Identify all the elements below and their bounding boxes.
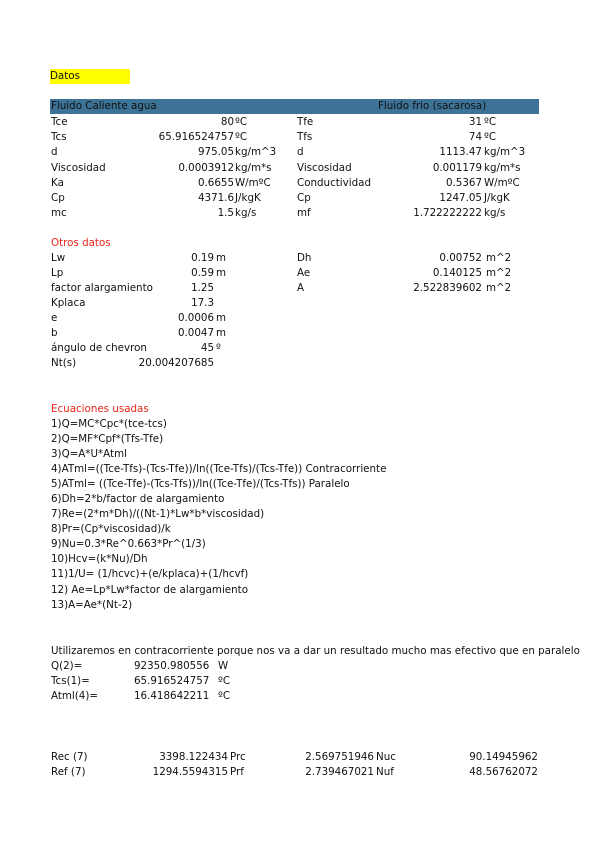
pr-value: 2.739467021 [305,766,374,778]
row-unit: m^2 [486,267,512,279]
row-label: Tcs [51,131,67,143]
row-label: mf [297,207,311,219]
row-unit: ºC [484,116,497,128]
row-label: Tce [51,116,68,128]
row-unit: kg/m^3 [484,146,526,158]
row-label: d [297,146,304,158]
nu-label: Nuf [376,766,394,778]
row-value: 0.0003912 [178,162,234,174]
otros-datos-heading: Otros datos [51,237,111,249]
re-value: 3398.122434 [159,751,228,763]
result-value: 65.916524757 [134,675,210,687]
equation-line: 11)1/U= (1/hcvc)+(e/kplaca)+(1/hcvf) [51,568,249,580]
row-label: Nt(s) [51,357,77,369]
row-label: Ka [51,177,64,189]
row-label: b [51,327,58,339]
row-label: Viscosidad [51,162,106,174]
equation-line: 12) Ae=Lp*Lw*factor de alargamiento [51,584,248,596]
row-unit: m^2 [486,282,512,294]
re-value: 1294.5594315 [152,766,228,778]
row-unit: m [216,252,227,264]
equation-line: 6)Dh=2*b/factor de alargamiento [51,493,225,505]
nu-value: 90.14945962 [469,751,538,763]
row-value: 975.05 [197,146,234,158]
row-label: Cp [297,192,311,204]
row-value: 1.722222222 [413,207,482,219]
row-value: 1.5 [217,207,234,219]
equation-line: 9)Nu=0.3*Re^0.663*Pr^(1/3) [51,538,206,550]
row-value: 31 [468,116,482,128]
row-value: 0.59 [191,267,214,279]
row-unit: ºC [235,131,248,143]
row-value: 0.19 [191,252,214,264]
pr-value: 2.569751946 [305,751,374,763]
row-label: Rec (7) [51,751,88,763]
nu-value: 48.56762072 [469,766,538,778]
row-value: 0.0047 [177,327,214,339]
result-value: 16.418642211 [134,690,210,702]
row-value: 20.004207685 [138,357,214,369]
row-value: 17.3 [191,297,214,309]
equation-line: 7)Re=(2*m*Dh)/((Nt-1)*Lw*b*viscosidad) [51,508,265,520]
row-value: 80 [220,116,234,128]
row-unit: kg/s [235,207,257,219]
row-unit: W/mºC [484,177,520,189]
row-unit: kg/s [484,207,506,219]
row-unit: W/mºC [235,177,271,189]
row-unit: m [216,267,227,279]
row-unit: ºC [484,131,497,143]
row-value: 45 [200,342,214,354]
row-label: Conductividad [297,177,371,189]
result-label: Atml(4)= [51,690,99,702]
row-value: 0.00752 [439,252,482,264]
row-label: factor alargamiento [51,282,153,294]
row-unit: º [216,342,221,354]
row-label: Cp [51,192,65,204]
row-unit: m [216,327,227,339]
row-label: d [51,146,58,158]
row-label: Kplaca [51,297,86,309]
row-label: A [297,282,305,294]
conclusion-text: Utilizaremos en contracorriente porque nos va a dar un resultado mucho mas efectivo que en paralelo [51,645,580,657]
row-unit: m [216,312,227,324]
row-value: 74 [468,131,482,143]
row-label: Tfe [297,116,314,128]
row-unit: J/kgK [235,192,261,204]
row-value: 65.916524757 [158,131,234,143]
row-unit: kg/m^3 [235,146,277,158]
pr-label: Prc [230,751,246,763]
row-unit: kg/m*s [484,162,521,174]
row-value: 0.001179 [432,162,482,174]
fluid-header-band [50,99,539,114]
equation-line: 10)Hcv=(k*Nu)/Dh [51,553,148,565]
row-value: 0.0006 [177,312,214,324]
row-label: mc [51,207,67,219]
result-unit: ºC [218,690,231,702]
equation-line: 8)Pr=(Cp*viscosidad)/k [51,523,171,535]
row-unit: kg/m*s [235,162,272,174]
row-label: Ae [297,267,311,279]
row-label: ángulo de chevron [51,342,147,354]
hot-fluid-header: Fluido Caliente agua [51,100,157,112]
equation-line: 13)A=Ae*(Nt-2) [51,599,133,611]
row-value: 0.140125 [432,267,482,279]
result-unit: W [218,660,229,672]
equation-line: 2)Q=MF*Cpf*(Tfs-Tfe) [51,433,164,445]
row-label: Ref (7) [51,766,86,778]
row-value: 0.6655 [197,177,234,189]
result-value: 92350.980556 [134,660,210,672]
ecuaciones-heading: Ecuaciones usadas [51,403,149,415]
nu-label: Nuc [376,751,396,763]
row-label: e [51,312,58,324]
row-value: 1113.47 [439,146,482,158]
equation-line: 3)Q=A*U*Atml [51,448,127,460]
datos-heading: Datos [50,69,130,84]
cold-fluid-header: Fluido frio (sacarosa) [378,100,487,112]
row-value: 1.25 [191,282,214,294]
equation-line: 4)ATml=((Tce-Tfs)-(Tcs-Tfe))/ln((Tce-Tfs)/(Tcs-Tfe)) Contracorriente [51,463,387,475]
pr-label: Prf [230,766,244,778]
result-label: Q(2)= [51,660,83,672]
equation-line: 5)ATml= ((Tce-Tfe)-(Tcs-Tfs))/ln((Tce-Tfe)/(Tcs-Tfs)) Paralelo [51,478,350,490]
row-label: Dh [297,252,312,264]
row-unit: ºC [235,116,248,128]
row-value: 1247.05 [439,192,482,204]
row-label: Viscosidad [297,162,352,174]
row-label: Lp [51,267,64,279]
row-label: Lw [51,252,66,264]
row-label: Tfs [297,131,313,143]
result-unit: ºC [218,675,231,687]
row-value: 4371.6 [197,192,234,204]
equation-line: 1)Q=MC*Cpc*(tce-tcs) [51,418,167,430]
row-value: 2.522839602 [413,282,482,294]
row-value: 0.5367 [445,177,482,189]
row-unit: m^2 [486,252,512,264]
result-label: Tcs(1)= [51,675,90,687]
row-unit: J/kgK [484,192,510,204]
